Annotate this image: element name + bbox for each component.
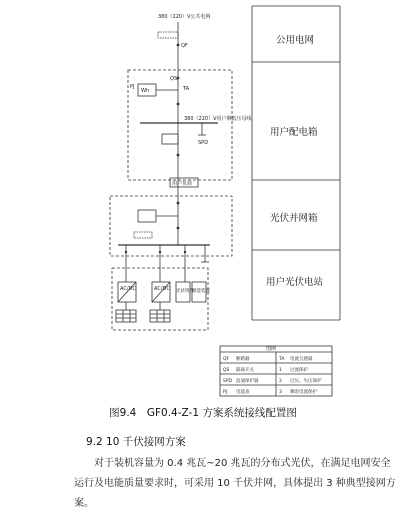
legend-text-3: 过流保护 [290, 368, 308, 373]
box-label-station: 用户光伏电站 [266, 277, 324, 288]
legend-code-1: TA [279, 357, 285, 362]
top-source-label: 380（220）V公共电网 [158, 14, 211, 20]
box-label-pv-box: 光伏并网箱 [270, 213, 318, 224]
figure-caption: 图9.4 GF0.4-Z-1 方案系统接线配置图 [109, 407, 297, 419]
spd-label: SPD [198, 140, 209, 146]
legend-text-5: 过压、失压保护 [290, 379, 322, 384]
legend-title: 图例 [266, 346, 277, 352]
legend-code-4: SPD [223, 379, 233, 384]
legend-code-0: QF [223, 357, 230, 362]
pj-label: PJ [130, 84, 135, 90]
section-heading: 9.2 10 千伏接网方案 [86, 436, 186, 448]
box-label-dist: 用户配电箱 [270, 127, 318, 138]
legend-code-6: PJ [223, 390, 228, 395]
legend-text-4: 浪涌保护器 [236, 379, 259, 384]
combiner-label-1: 光伏组件 [176, 289, 194, 294]
legend-code-3: 1 [279, 368, 282, 373]
combiner-label-2: 储能装置 [192, 289, 210, 294]
box-label-grid: 公用电网 [276, 35, 315, 46]
qs-label: QS [170, 76, 178, 82]
legend-text-2: 隔离开关 [236, 368, 254, 373]
user-load-label: 用户负荷 [172, 181, 193, 187]
legend-text-7: 剩余电流保护 [290, 390, 317, 395]
body-paragraph: 对于装机容量为 0.4 兆瓦~20 兆瓦的分布式光伏，在满足电网安全运行及电能质量要求时，可采用 10 千伏并网，具体提出 3 种典型接网方案。 [74, 458, 396, 509]
legend-code-2: QS [223, 368, 230, 373]
wh-label: Wh [141, 88, 150, 94]
ta-label: TA [183, 86, 190, 92]
inverter-label-2: AC/DC [154, 286, 170, 292]
legend-code-7: 3 [279, 390, 282, 395]
qf-label: QF [181, 43, 188, 49]
inverter-label-1: AC/DC [120, 286, 136, 292]
legend-text-1: 电流互感器 [290, 357, 313, 362]
inner-bus-label: 380（220）V用户侧低压母线 [184, 116, 252, 122]
legend-text-6: 电能表 [236, 390, 250, 395]
legend-text-0: 断路器 [236, 357, 250, 362]
legend-code-5: 2 [279, 379, 282, 384]
